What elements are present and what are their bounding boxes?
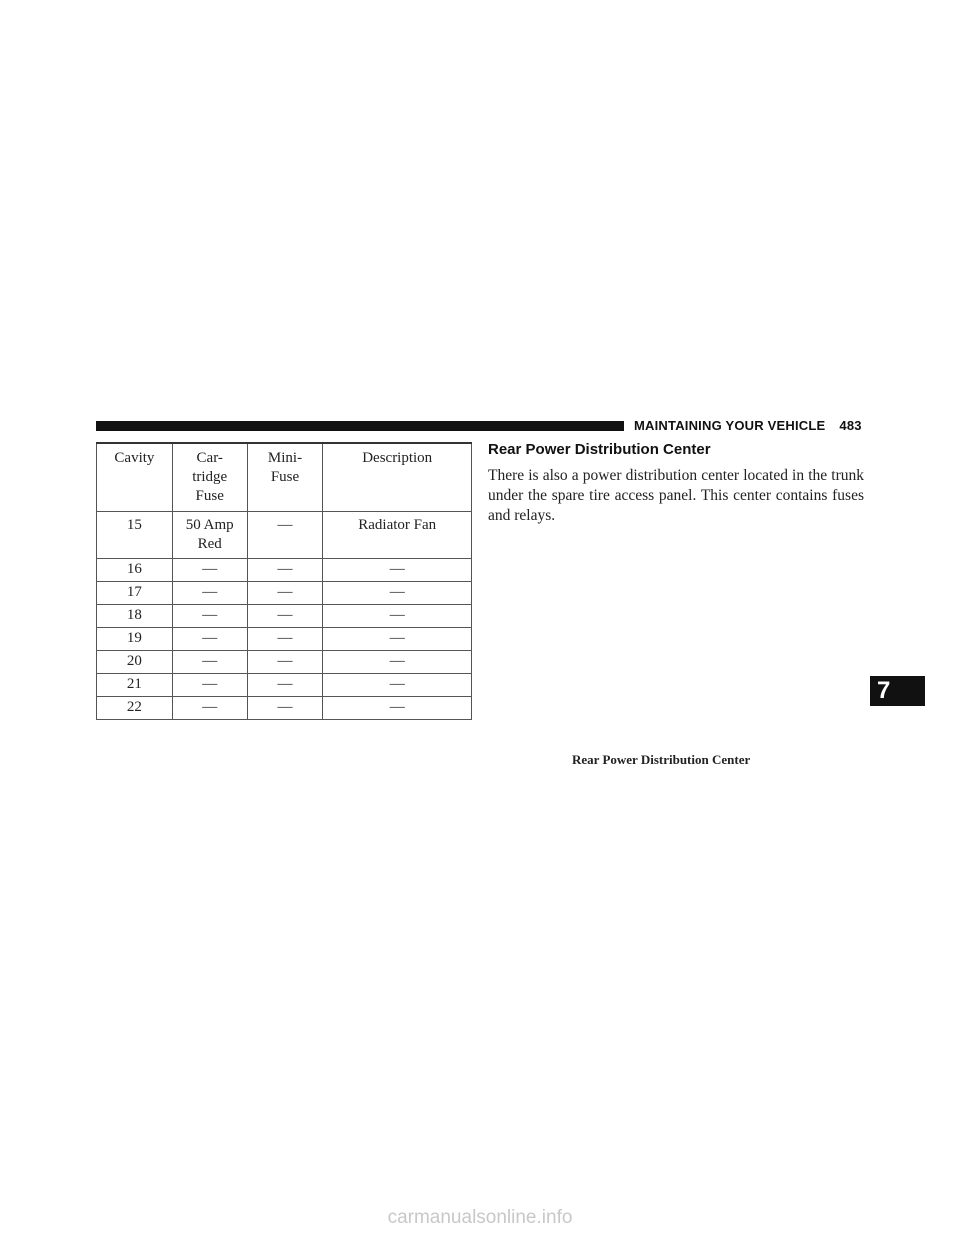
description-cell: — [323, 605, 472, 628]
cavity-cell: 17 [97, 582, 173, 605]
description-cell: — [323, 628, 472, 651]
description-cell: — [323, 697, 472, 720]
cartridge-fuse-cell: — [172, 559, 247, 582]
cavity-cell: 18 [97, 605, 173, 628]
watermark: carmanualsonline.info [387, 1207, 573, 1228]
cartridge-fuse-cell: — [172, 582, 247, 605]
cavity-cell: 19 [97, 628, 173, 651]
cartridge-fuse-cell: — [172, 651, 247, 674]
cartridge-fuse-cell: 50 Amp Red [172, 512, 247, 559]
table-header-row [97, 443, 472, 512]
mini-fuse-cell: — [247, 582, 323, 605]
cavity-cell: 16 [97, 559, 173, 582]
table-row [97, 697, 472, 720]
cartridge-fuse-cell: — [172, 674, 247, 697]
cavity-cell: 21 [97, 674, 173, 697]
section-heading: Rear Power Distribution Center [488, 441, 711, 458]
mini-fuse-cell: — [247, 512, 323, 559]
column-header-cartridge-fuse: Car- tridge Fuse [172, 443, 247, 512]
mini-fuse-cell: — [247, 605, 323, 628]
table-row [97, 559, 472, 582]
table-row [97, 512, 472, 559]
description-cell: — [323, 559, 472, 582]
mini-fuse-cell: — [247, 651, 323, 674]
cartridge-fuse-cell: — [172, 697, 247, 720]
mini-fuse-cell: — [247, 559, 323, 582]
fuse-table [96, 442, 472, 720]
table-row [97, 674, 472, 697]
mini-fuse-cell: — [247, 674, 323, 697]
description-cell: — [323, 674, 472, 697]
column-header-cavity: Cavity [97, 443, 173, 512]
column-header-mini-fuse: Mini- Fuse [247, 443, 323, 512]
table-row [97, 628, 472, 651]
figure-caption: Rear Power Distribution Center [572, 752, 751, 767]
cavity-cell: 20 [97, 651, 173, 674]
header-rule [96, 421, 624, 431]
cartridge-fuse-cell: — [172, 628, 247, 651]
mini-fuse-cell: — [247, 697, 323, 720]
description-cell: — [323, 651, 472, 674]
table-row [97, 651, 472, 674]
cavity-cell: 22 [97, 697, 173, 720]
description-cell: Radiator Fan [323, 512, 472, 559]
chapter-tab: 7 [870, 676, 925, 706]
column-header-description: Description [323, 443, 472, 512]
cavity-cell: 15 [97, 512, 173, 559]
running-header [634, 418, 862, 433]
cartridge-fuse-cell: — [172, 605, 247, 628]
section-body-text: There is also a power distribution center located in the trunk under the spare tire access panel. This center contains fuses and relays. [488, 467, 864, 524]
header-section-title: MAINTAINING YOUR VEHICLE [634, 418, 826, 433]
mini-fuse-cell: — [247, 628, 323, 651]
table-row [97, 582, 472, 605]
description-cell: — [323, 582, 472, 605]
table-row [97, 605, 472, 628]
page-number: 483 [839, 418, 862, 433]
